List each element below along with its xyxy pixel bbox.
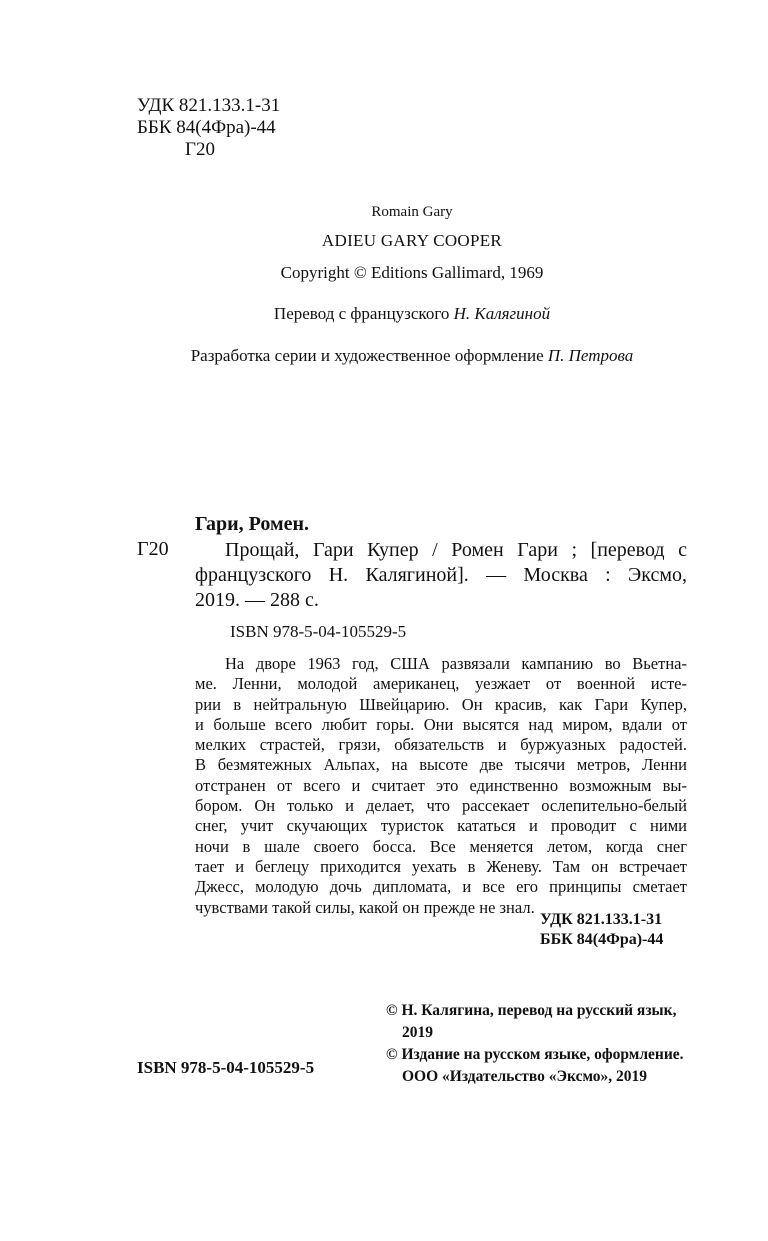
copyright-publisher: ООО «Издательство «Эксмо», 2019 <box>402 1068 648 1085</box>
catalog-entry <box>195 538 687 613</box>
annotation-line: снег, учит скучающих туристок кататься и проводит с ними <box>195 816 687 836</box>
annotation-line: рии в нейтральную Швейцарию. Он красив, как Гари Купер, <box>195 694 687 714</box>
designer-name: П. Петрова <box>547 346 634 365</box>
original-copyright: Copyright © Editions Gallimard, 1969 <box>280 263 544 282</box>
catalog-isbn: ISBN 978-5-04-105529-5 <box>230 622 407 641</box>
catalog-mark: Г20 <box>137 538 169 560</box>
catalog-heading: Гари, Ромен. <box>195 513 309 535</box>
annotation <box>195 654 687 918</box>
annotation-line: бором. Он только и делает, что рассекает ослепительно-белый <box>195 796 687 816</box>
annotation-line: тает и беглецу приходится уехать в Женеву. Там он встречает <box>195 856 687 876</box>
translation-prefix: Перевод с французского <box>273 304 454 323</box>
copyright-edition: © Издание на русском языке, оформление. <box>386 1046 684 1063</box>
annotation-line: мелких страстей, грязи, обязательств и буржуазных радостей. <box>195 735 687 755</box>
bbk-code: ББК 84(4Фра)-44 <box>137 117 276 138</box>
copyright-block <box>386 1000 716 1088</box>
copyright-translation: © Н. Калягина, перевод на русский язык, <box>386 1002 677 1019</box>
annotation-line: В безмятежных Альпах, на высоте две тысячи метров, Ленни <box>195 755 687 775</box>
copyright-translation-year: 2019 <box>402 1024 433 1041</box>
design-prefix: Разработка серии и художественное оформление <box>190 346 548 365</box>
translation-credit <box>28 304 768 324</box>
bbk-code-bottom: ББК 84(4Фра)-44 <box>540 931 664 948</box>
annotation-line: отстранен от всего и считает это единственно возможным вы- <box>195 775 687 795</box>
udk-code: УДК 821.133.1-31 <box>137 95 281 116</box>
catalog-entry-line-3: 2019. — 288 с. <box>195 589 319 611</box>
original-title: ADIEU GARY COOPER <box>321 231 503 250</box>
translator-name: Н. Калягиной <box>453 304 551 323</box>
design-credit <box>28 346 768 366</box>
annotation-line: ме. Ленни, молодой американец, уезжает от военной исте- <box>195 674 687 694</box>
annotation-line: ночи в шале своего босса. Все меняется летом, когда снег <box>195 836 687 856</box>
annotation-line: и больше всего любит горы. Они высятся над миром, вдали от <box>195 714 687 734</box>
annotation-line: На дворе 1963 год, США развязали кампанию во Вьетна- <box>225 654 687 673</box>
annotation-line: Джесс, молодую дочь дипломата, и все его принципы сметает <box>195 877 687 897</box>
catalog-entry-line-2: французского Н. Калягиной]. — Москва : Эксмо, <box>195 564 687 586</box>
udk-code-bottom: УДК 821.133.1-31 <box>540 911 663 928</box>
footer-isbn: ISBN 978-5-04-105529-5 <box>137 1058 315 1077</box>
catalog-entry-line-1: Прощай, Гари Купер / Ромен Гари ; [перевод с <box>225 539 687 561</box>
annotation-line: чувствами такой силы, какой он прежде не знал. <box>195 897 535 917</box>
original-author: Romain Gary <box>371 204 453 220</box>
author-mark: Г20 <box>185 139 215 160</box>
